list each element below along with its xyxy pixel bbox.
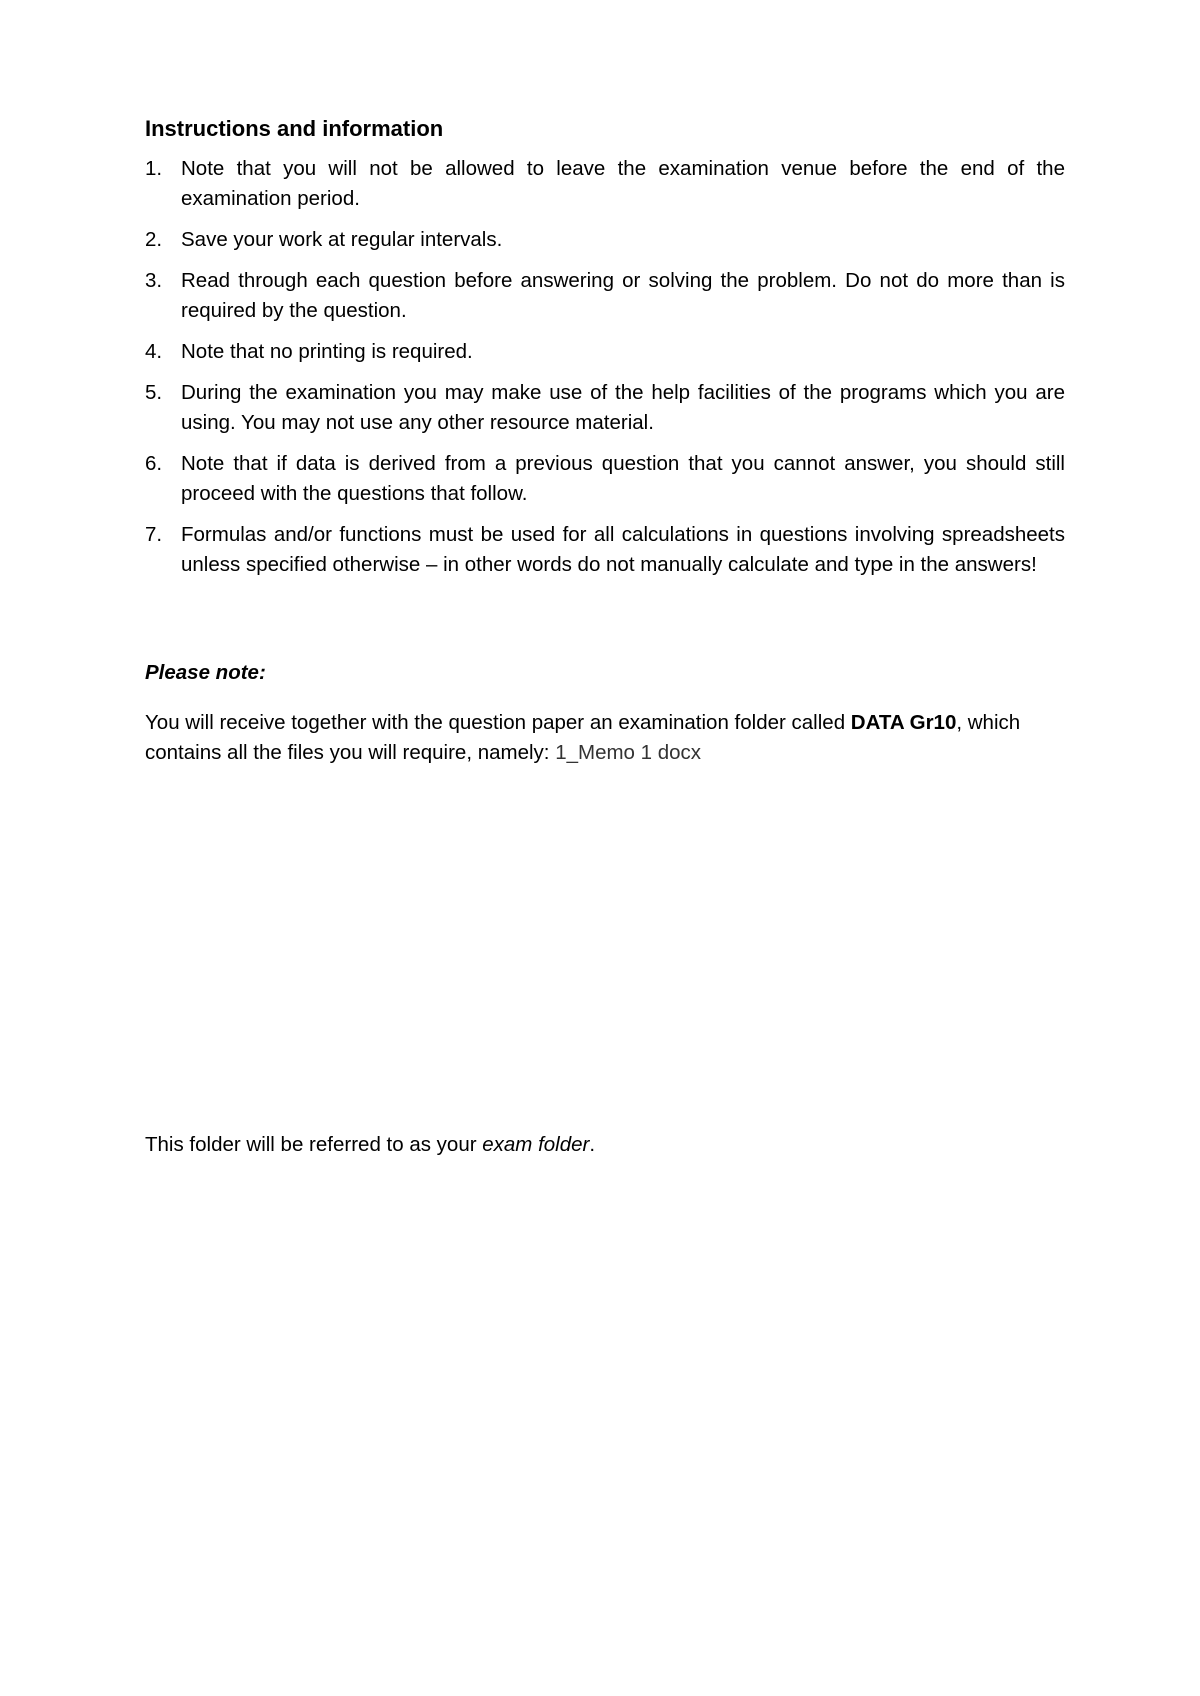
- file-name: 1_Memo 1 docx: [555, 741, 702, 764]
- exam-folder-paragraph: [145, 708, 1085, 768]
- instruction-text: During the examination you may make use of the help facilities of the programs which you are using. You may not use any other resource material.: [181, 381, 1065, 434]
- instruction-text: Note that no printing is required.: [181, 340, 473, 363]
- instruction-item: [145, 378, 1065, 438]
- instruction-item: [145, 225, 1065, 255]
- instruction-item: [145, 266, 1065, 326]
- folder-line-text: This folder will be referred to as your: [145, 1133, 483, 1156]
- paragraph-text-start: You will receive together with the question paper an examination folder called: [145, 711, 851, 734]
- instructions-heading: Instructions and information: [145, 116, 444, 141]
- instruction-text: Note that you will not be allowed to leave the examination venue before the end of the examination period.: [181, 157, 1065, 210]
- instruction-number: 5.: [145, 381, 163, 404]
- folder-line-end: .: [589, 1133, 596, 1156]
- instruction-text: Note that if data is derived from a previous question that you cannot answer, you should still proceed with the questions that follow.: [181, 452, 1065, 505]
- instruction-number: 2.: [145, 228, 163, 251]
- instruction-item: [145, 449, 1065, 509]
- please-note-label: Please note:: [145, 661, 266, 684]
- instructions-list: [145, 154, 1065, 591]
- instruction-item: [145, 337, 1065, 367]
- instruction-number: 6.: [145, 452, 163, 475]
- instruction-item: [145, 520, 1065, 580]
- instruction-text: Formulas and/or functions must be used for all calculations in questions involving spreadsheets unless specified otherwise – in other words do not manually calculate and type in the answers!: [181, 523, 1065, 576]
- instruction-text: Read through each question before answering or solving the problem. Do not do more than is required by the question.: [181, 269, 1065, 322]
- folder-name: DATA Gr10: [850, 711, 957, 734]
- exam-folder-emphasis: exam folder: [482, 1133, 590, 1156]
- instruction-item: [145, 154, 1065, 214]
- instruction-number: 1.: [145, 157, 163, 180]
- instruction-number: 7.: [145, 523, 163, 546]
- exam-folder-line: [145, 1130, 595, 1160]
- paragraph-text-middle: , which contains all the files you will require, namely:: [145, 711, 1021, 764]
- instruction-number: 4.: [145, 340, 163, 363]
- instruction-number: 3.: [145, 269, 163, 292]
- instruction-text: Save your work at regular intervals.: [181, 228, 503, 251]
